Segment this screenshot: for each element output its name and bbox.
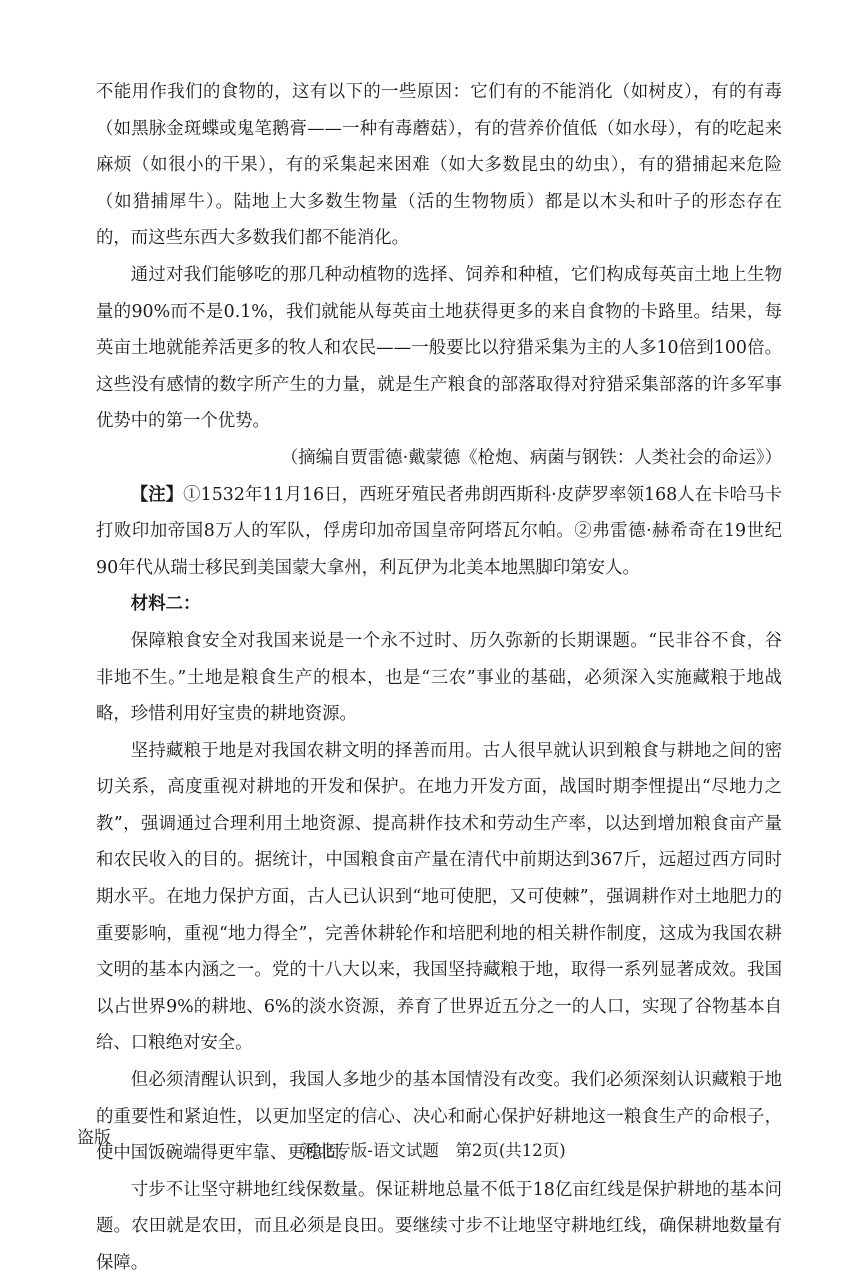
source-citation: （摘编自贾雷德·戴蒙德《枪炮、病菌与钢铁：人类社会的命运》） [280,447,782,468]
material-two-heading: 材料二： [130,594,201,615]
paragraph-national-condition: 但必须清醒认识到，我国人多地少的基本国情没有改变。我们必须深刻认识藏粮于地的重要性和紧迫性，以更加坚定的信心、决心和耐心保护好耕地这一粮食生产的命根子，使中国饭碗端得更牢靠、更稳固。 [96,1070,782,1164]
footnote [96,477,782,587]
footnote-tag: 【注】 [130,484,184,505]
page-footer: 河北专版-语文试题 第2页(共12页) [301,1141,566,1160]
paragraph-biomass: 通过对我们能够吃的那几种动植物的选择、饲养和种植，它们构成每英亩土地上生物量的90%而不是0.1%，我们就能从每英亩土地获得更多的来自食物的卡路里。结果，每英亩土地就能养活更多的牧人和农民——一般要比以狩猎采集为主的人多10倍到100倍。这些没有感情的数字所产生的力量，就是生产粮食的部落取得对狩猎采集部落的许多军事优势中的第一个优势。 [96,264,782,432]
article-body [96,74,782,1282]
paragraph-red-line: 寸步不让坚守耕地红线保数量。保证耕地总量不低于18亿亩红线是保护耕地的基本问题。农田就是农田，而且必须是良田。要继续寸步不让地坚守耕地红线，确保耕地数量有保障。 [96,1179,782,1273]
paragraph-farmland-tradition: 坚持藏粮于地是对我国农耕文明的择善而用。古人很早就认识到粮食与耕地之间的密切关系，高度重视对耕地的开发和保护。在地力开发方面，战国时期李悝提出“尽地力之教”，强调通过合理利用土地资源、提高耕作技术和劳动生产率，以达到增加粮食亩产量和农民收入的目的。据统计，中国粮食亩产量在清代中前期达到367斤，远超过西方同时期水平。在地力保护方面，古人已认识到“地可使肥，又可使棘”，强调耕作对土地肥力的重要影响，重视“地力得全”，完善休耕轮作和培肥利地的相关耕作制度，这成为我国农耕文明的基本内涵之一。党的十八大以来，我国坚持藏粮于地，取得一系列显著成效。我国以占世界9%的耕地、6%的淡水资源，养育了世界近五分之一的人口，实现了谷物基本自给、口粮绝对安全。 [96,740,782,1054]
piracy-watermark: 盗版 [77,1128,111,1148]
footnote-text: ①1532年11月16日，西班牙殖民者弗朗西斯科·皮萨罗率领168人在卡哈马卡打败印加帝国8万人的军队，俘虏印加帝国皇帝阿塔瓦尔帕。②弗雷德·赫希奇在19世纪90年代从瑞士移民到美国蒙大拿州，利瓦伊为北美本地黑脚印第安人。 [96,484,782,578]
paragraph-food-reasons: 不能用作我们的食物的，这有以下的一些原因：它们有的不能消化（如树皮），有的有毒（如黑脉金斑蝶或鬼笔鹅膏——一种有毒蘑菇），有的营养价值低（如水母），有的吃起来麻烦（如很小的干果），有的采集起来困难（如大多数昆虫的幼虫），有的猎捕起来危险（如猎捕犀牛）。陆地上大多数生物量（活的生物物质）都是以木头和叶子的形态存在的，而这些东西大多数我们都不能消化。 [96,82,782,249]
paragraph-food-security: 保障粮食安全对我国来说是一个永不过时、历久弥新的长期课题。“民非谷不食，谷非地不生。”土地是粮食生产的根本，也是“三农”事业的基础，必须深入实施藏粮于地战略，珍惜利用好宝贵的耕地资源。 [96,630,782,725]
